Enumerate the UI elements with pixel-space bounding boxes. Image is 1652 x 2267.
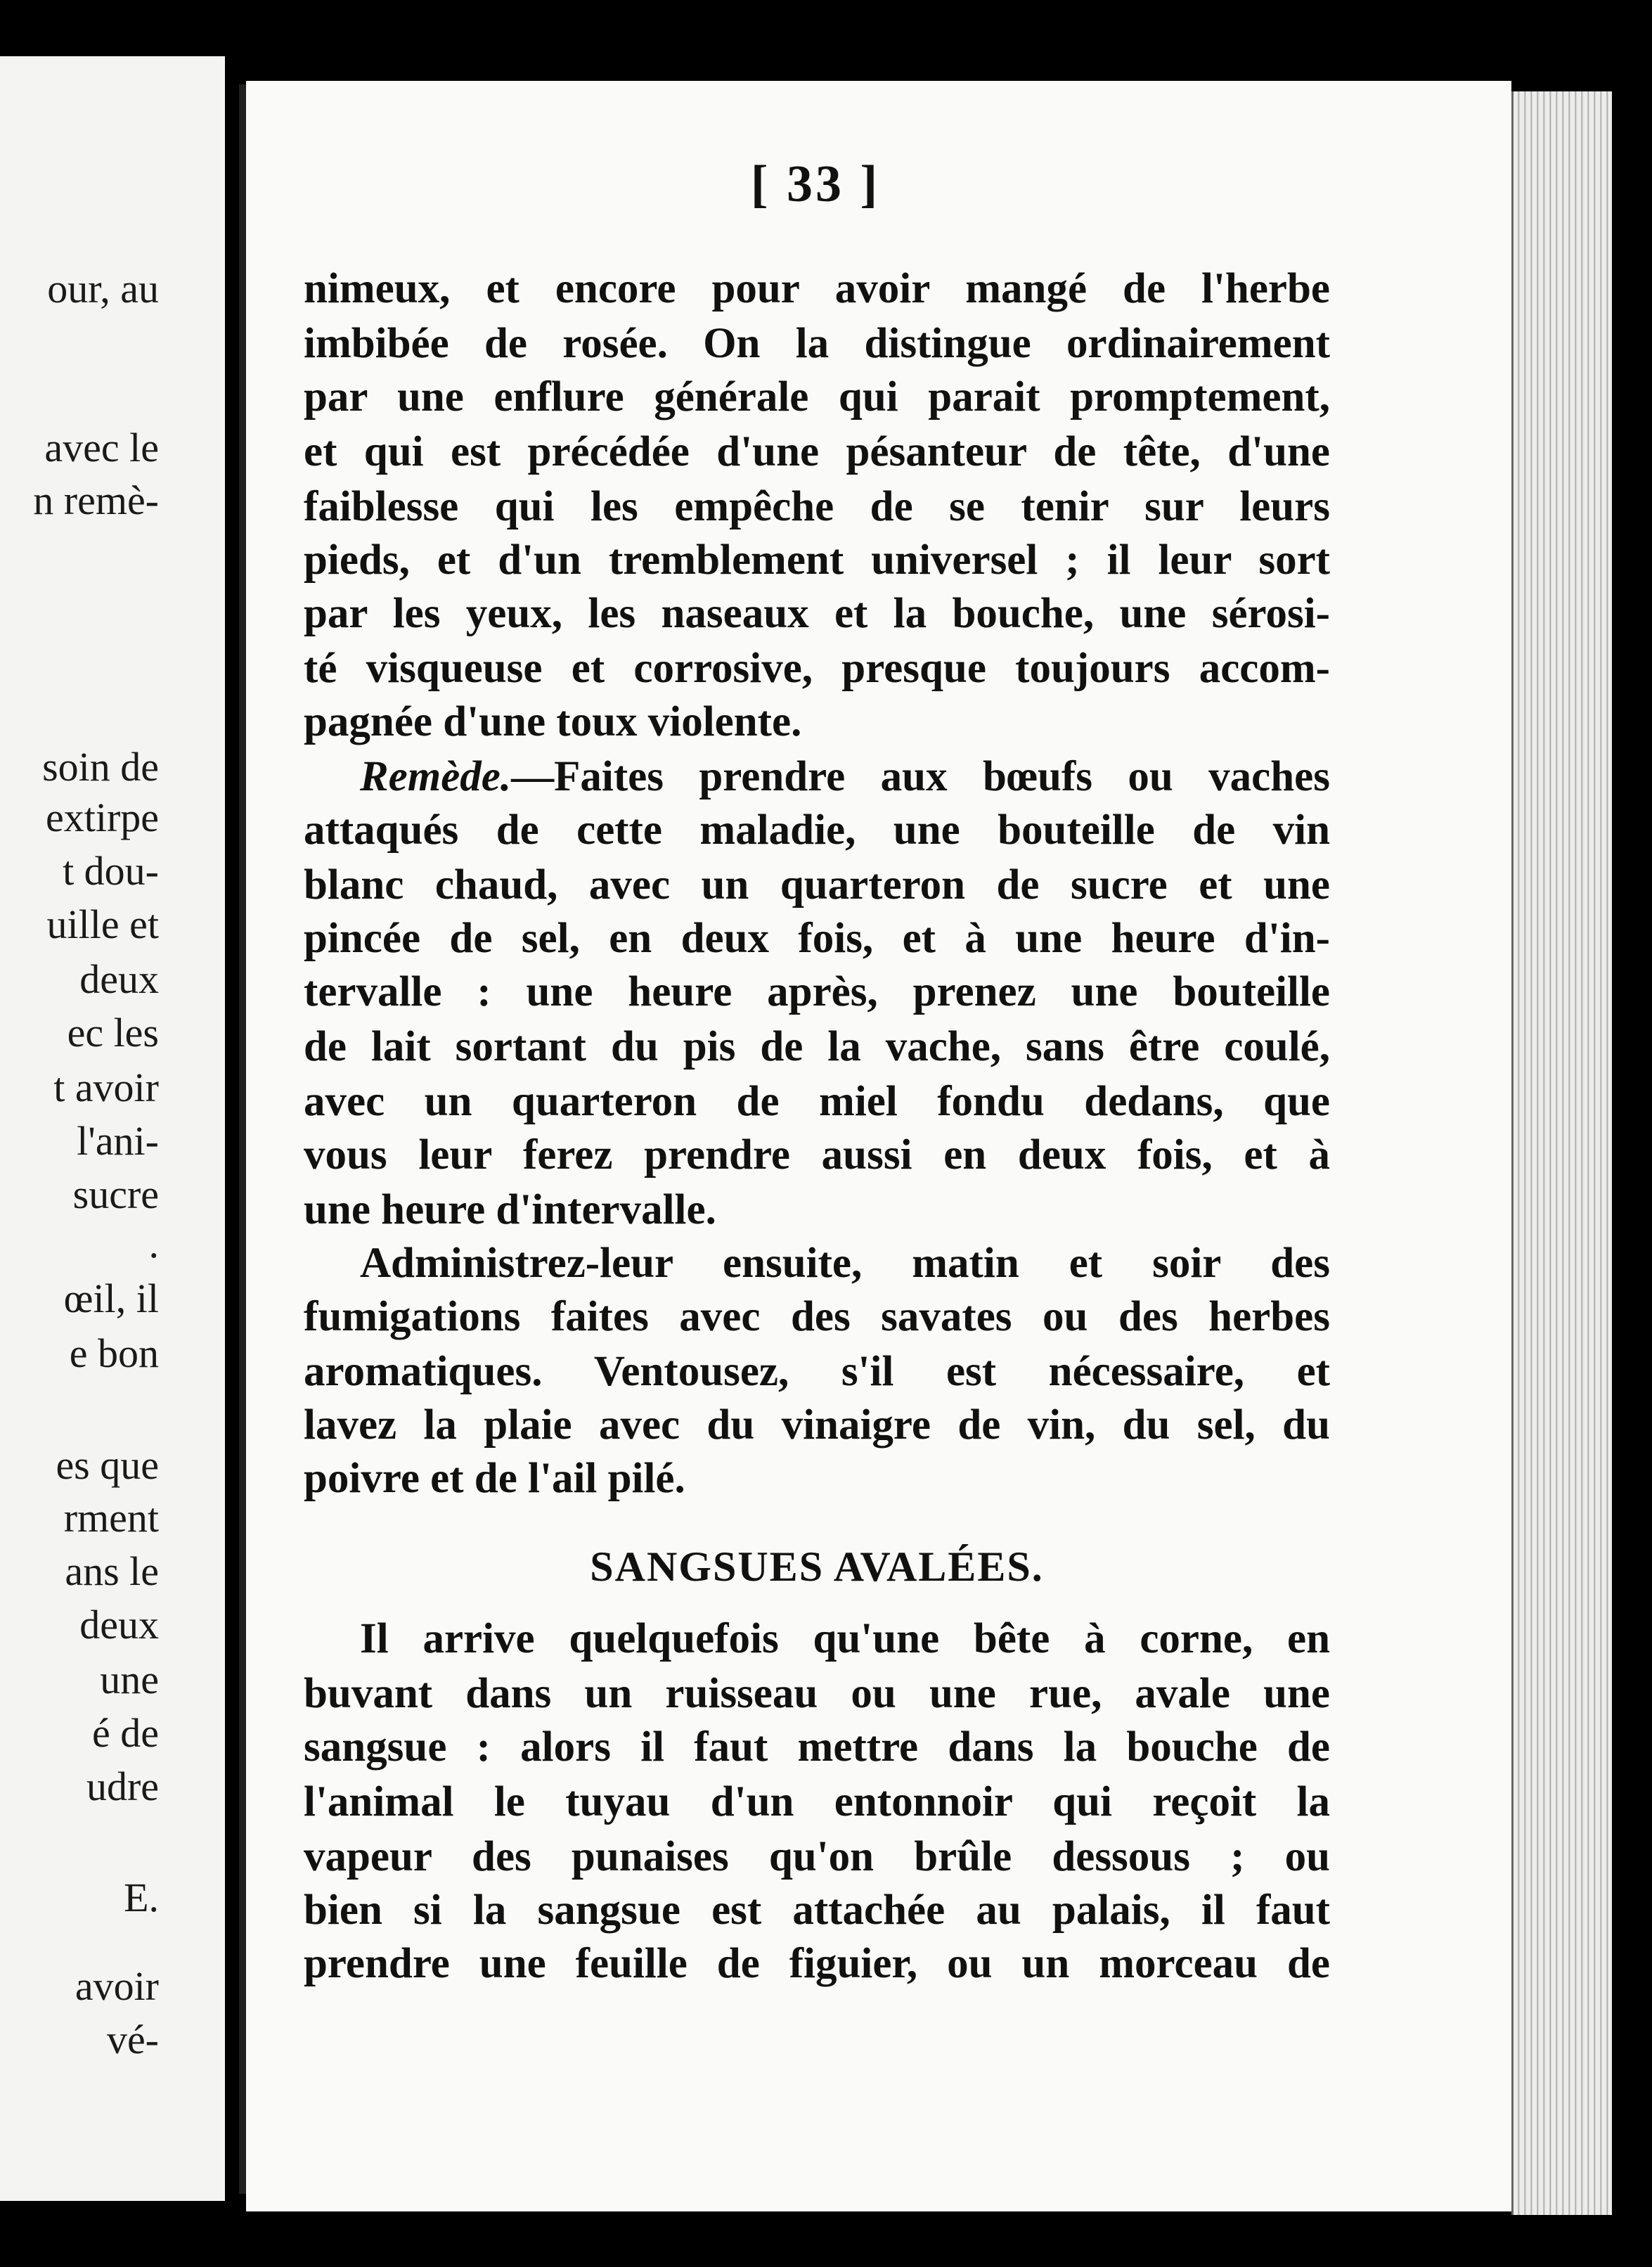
left-text-line: deux xyxy=(79,1602,159,1648)
text-line: fumigations faites avec des savates ou des herbes xyxy=(304,1293,1330,1340)
text-line: faiblesse qui les empêche de se tenir sur leurs xyxy=(304,483,1330,530)
left-text-line: ec les xyxy=(67,1010,159,1055)
text-line: aromatiques. Ventousez, s'il est nécessaire, et xyxy=(304,1348,1330,1395)
text-line: bien si la sangsue est attachée au palais, il faut xyxy=(304,1887,1330,1934)
text-line: buvant dans un ruisseau ou une rue, avale une xyxy=(304,1670,1330,1717)
text-line: Administrez-leur ensuite, matin et soir des xyxy=(360,1240,1330,1287)
page-number: [ 33 ] xyxy=(750,155,881,213)
left-text-line: avec le xyxy=(44,425,159,470)
left-text-line: ans le xyxy=(65,1548,159,1594)
text-line: attaqués de cette maladie, une bouteille de vin xyxy=(304,807,1330,854)
left-text-line: avoir xyxy=(75,1963,159,2009)
left-text-line: e bon xyxy=(69,1330,159,1376)
left-text-line: l'ani- xyxy=(77,1118,159,1164)
remedy-first-line xyxy=(360,755,1330,798)
text-line: avec un quarteron de miel fondu dedans, que xyxy=(304,1078,1330,1125)
left-text-line: uille et xyxy=(46,901,159,947)
text-line: poivre et de l'ail pilé. xyxy=(304,1455,685,1502)
text-line: lavez la plaie avec du vinaigre de vin, du sel, du xyxy=(304,1401,1330,1449)
remedy-first-rest: —Faites prendre aux bœufs ou vaches xyxy=(511,753,1330,800)
left-text-line: n remè- xyxy=(33,477,159,523)
text-line: vapeur des punaises qu'on brûle dessous ; ou xyxy=(304,1833,1330,1880)
text-line: pagnée d'une toux violente. xyxy=(304,698,802,745)
text-line: l'animal le tuyau d'un entonnoir qui reçoit la xyxy=(304,1778,1330,1825)
text-line: prendre une feuille de figuier, ou un morceau de xyxy=(304,1940,1330,1987)
page-edges xyxy=(1511,91,1612,2215)
text-line: imbibée de rosée. On la distingue ordinairement xyxy=(304,320,1330,367)
left-text-line: deux xyxy=(79,956,159,1002)
text-line: de lait sortant du pis de la vache, sans être coulé, xyxy=(304,1023,1330,1070)
section-heading: SANGSUES AVALÉES. xyxy=(590,1543,1044,1590)
left-text-line: es que xyxy=(56,1442,159,1488)
text-line: sangsue : alors il faut mettre dans la bouche de xyxy=(304,1723,1330,1771)
left-text-line: é de xyxy=(92,1710,159,1756)
facing-page-fragment xyxy=(0,56,225,2201)
left-text-line: t avoir xyxy=(53,1065,159,1110)
left-text-line: our, au xyxy=(47,266,159,312)
text-line: blanc chaud, avec un quarteron de sucre et une xyxy=(304,861,1330,908)
text-line: Il arrive quelquefois qu'une bête à corne, en xyxy=(360,1615,1330,1662)
remedy-label: Remède. xyxy=(360,753,512,800)
left-text-line: . xyxy=(148,1221,159,1266)
text-line: et qui est précédée d'une pésanteur de tête, d'une xyxy=(304,428,1330,475)
left-text-line: œil, il xyxy=(63,1276,159,1321)
text-line: pincée de sel, en deux fois, et à une heure d'in- xyxy=(304,915,1330,962)
text-line: nimeux, et encore pour avoir mangé de l'herbe xyxy=(304,265,1330,312)
left-text-line: udre xyxy=(86,1764,159,1809)
left-text-line: soin de xyxy=(42,744,159,790)
left-text-line: E. xyxy=(124,1875,159,1920)
left-text-line: sucre xyxy=(72,1171,159,1217)
text-line: té visqueuse et corrosive, presque toujours accom- xyxy=(304,645,1330,692)
text-line: tervalle : une heure après, prenez une bouteille xyxy=(304,968,1330,1015)
text-line: une heure d'intervalle. xyxy=(304,1186,716,1233)
text-line: par une enflure générale qui parait promptement, xyxy=(304,373,1330,420)
page-gutter xyxy=(239,84,246,2194)
text-line: pieds, et d'un tremblement universel ; il leur sort xyxy=(304,537,1330,584)
left-text-line: rment xyxy=(63,1495,159,1541)
text-line: vous leur ferez prendre aussi en deux fois, et à xyxy=(304,1131,1330,1179)
left-text-line: t dou- xyxy=(63,848,159,894)
left-text-line: une xyxy=(100,1657,159,1702)
left-text-line: vé- xyxy=(106,2017,159,2062)
left-text-line: extirpe xyxy=(45,795,159,840)
text-line: par les yeux, les naseaux et la bouche, une sérosi- xyxy=(304,590,1330,637)
